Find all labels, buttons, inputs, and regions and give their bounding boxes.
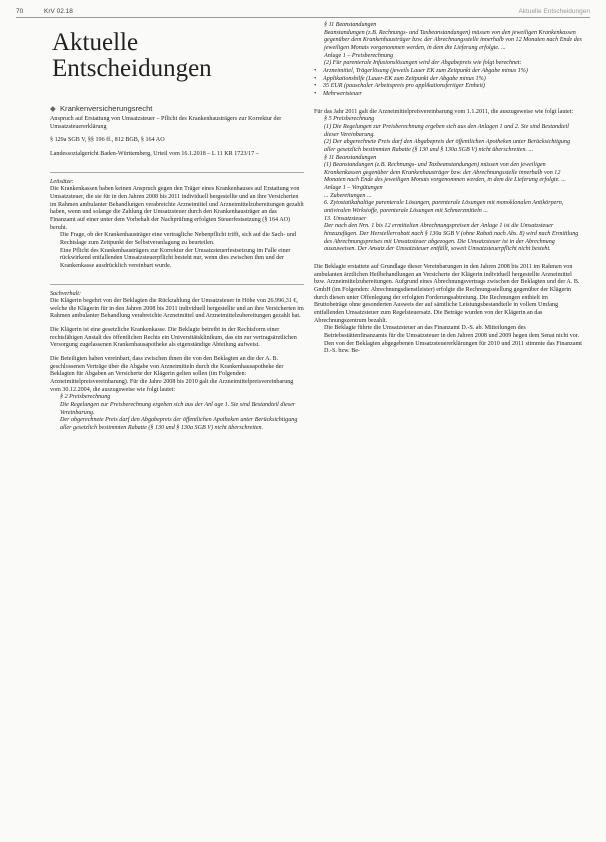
- page-title: [52, 30, 304, 82]
- left-column: [50, 22, 304, 433]
- quote-heading: Anlage 1 – Vergütungen: [324, 185, 383, 192]
- right-column: [314, 22, 582, 356]
- body-paragraph: Die Klägerin begehrt von der Beklagten die Rückzahlung der Umsatzsteuer in Höhe von 26.996,31 €, welche die Klägerin für in den Jahren 2008 bis 2011 individuell hergestellte und an ihre Versicherten im Rahmen ambulanter Behandlung verabreichte Arzneimittel und Arzneimittelzubereitungen gezahlt hat.: [50, 298, 304, 320]
- page-number: 70: [16, 8, 24, 15]
- quote-paragraph: Beanstandungen (z.B. Rechnungs- und Taxbeanstandungen) müssen von den jeweiligen Krankenkassen gegenüber dem Krankenhausträger bzw. der Abrechnungsstelle innerhalb von 12 Monaten nach Ende des jeweiligen Monats vorgenommen werden, in dem die Lieferung erfolgte. ...: [324, 29, 582, 51]
- section-name: Aktuelle Entscheidungen: [518, 8, 590, 15]
- quote-bullet: • 35 EUR (pauschaler Arbeitspreis pro applikationsfertiger Einheit): [314, 83, 582, 91]
- leitsatz-paragraph: Eine Pflicht des Krankenhausträgers zur Korrektur der Umsatzsteuerfestsetzung im Falle einer rückwirkend entfallenden Umsatzsteuerpflicht besteht nur, wenn dies zwischen ihm und der Krankenkasse ausdrücklich vereinbart wurde.: [60, 247, 291, 269]
- quote-bullet: • Arzneimittel, Trägerlösung (jeweils Lauer EK zum Zeitpunkt der Abgabe minus 1%): [314, 68, 582, 76]
- title-line-1: Aktuelle: [52, 29, 139, 56]
- case-subject: Anspruch auf Erstattung von Umsatzsteuer – Pflicht des Krankenhausträgers zur Korrektur der Umsatzsteuererklärung: [50, 116, 282, 130]
- quote-heading: 13. Umsatzsteuer: [324, 215, 367, 222]
- leitsatz-paragraph: Die Frage, ob der Krankenhausträger eine vertragliche Nebenpflicht trifft, sich auf die Sach- und Rechtslage zum Zeitpunkt der Selbstveranlagung zu beurteilen.: [60, 232, 296, 246]
- diamond-icon: ◆: [50, 104, 56, 113]
- leitsatz-label: Leitsätze:: [50, 178, 74, 185]
- quote-paragraph: ... Zubereitungen ...: [324, 192, 372, 199]
- category-label: Krankenversicherungsrecht: [59, 104, 153, 113]
- quote-heading: Anlage 1 – Preisberechnung: [324, 52, 394, 59]
- body-paragraph: Die Beklagte erstattete auf Grundlage dieser Vereinbarungen in den Jahren 2008 bis 2011 im Rahmen von ambulanten ärztlichen Heilbehandlungen an Versicherte der Klägerin individuell hergestellte Arzneimittel bzw. Arzneimittelzubereitungen. Aufgrund eines Abrechnungsvertrags zwischen der Beklagten und der A. B. GmbH (im Folgenden: Abrechnungsdienstleister) erfolgte die Rechnungsstellung gegenüber der Klägerin durch diesen unter Offenlegung der erfolgten Forderungsabtretung. Die Rechnungen enthielt im Bruttobeträge ohne gesonderten Ausweis der auf sämtliche Leistungsbestandteile in vollem Umfang entfallenden Umsatzsteuer zum Regelsteuersatz. Die Beträge wurden von der Klägerin an das Abrechnungszentrum bezahlt.: [314, 264, 580, 324]
- quote-paragraph: (1) Die Regelungen zur Preisberechnung ergeben sich aus den Anlagen 1 und 2. Sie sind Bestandteil dieser Vereinbarung.: [324, 123, 569, 138]
- quote-paragraph: (1) Beanstandungen (z.B. Rechnungs- und Taxbeanstandungen) müssen von den jeweiligen Krankenkassen gegenüber dem Krankenhausträger bzw. der Abrechnungsstelle innerhalb von 12 Monaten nach Ende des jeweiligen Monats vorgenommen werden, in dem die Lieferung erfolgte. ...: [324, 162, 566, 184]
- quote-heading: § 11 Beanstandungen: [324, 22, 377, 28]
- body-paragraph: Die Beteiligten haben vereinbart, dass zwischen ihnen die von den Beklagten an die der A. B. geschlossenen Verträge über die Abgabe von Arzneimitteln durch die Krankenhausapotheke der Beklagten für Abgaben an Versicherte der Klägerin gelten sollen (im Folgenden: Arzneimittelpreisvereinbarung). Für die Jahre 2008 bis 2010 galt die Arzneimittelpreisvereinbarung vom 30.12.2004, die auszugsweise wie folgt lautet:: [50, 356, 294, 393]
- title-line-2: Entscheidungen: [52, 55, 212, 82]
- body-paragraph: Die Klägerin ist eine gesetzliche Krankenkasse. Die Beklagte betreibt in der Rechtsform einer rechtsfähigen Anstalt des öffentlichen Rechts ein Universitätsklinikum, das ein zur vertragsärztlichen Versorgung zugelassenen Krankenhausapotheke als eigenständige Abteilung aufweist.: [50, 327, 297, 349]
- quote-heading: § 5 Preisberechnung: [324, 116, 375, 123]
- quote-paragraph: 6. Zytostatikahaltige parenterale Lösungen, parenterale Lösungen mit monoklonalen Antikörpern, antiviralen Wirkstoffe, parenterale Lösungen mit Schmerzmitteln ...: [324, 200, 564, 215]
- sachverhalt-label: Sachverhalt:: [50, 290, 82, 297]
- header-rule: [16, 17, 590, 18]
- section-divider: [50, 284, 304, 285]
- quote-bullet: • Applikationshilfe (Lauer-EK zum Zeitpunkt der Abgabe minus 1%): [314, 76, 582, 84]
- quote-bullet: • Mehrwertsteuer: [314, 91, 582, 99]
- quote-paragraph: Der abgerechnete Preis darf den Abgabepreis der öffentlichen Apotheken unter Berücksichtigung aller gesetzlich bestimmten Rabatte (§ 130 und § 130a SGB V) nicht überschreiten.: [60, 417, 298, 431]
- body-paragraph: Die Beklagte führte die Umsatzsteuer an das Finanzamt D.-S. ab. Mitteilungen des Betriebsstättenfinanzamts für die Umsatzsteuer in den Jahren 2008 und 2009 hegen dem Senat nicht vor. Den von der Beklagten abgegebenen Umsatzsteuererklärungen für 2010 und 2011 stimmte das Finanzamt D.-S. bzw. Be-: [324, 325, 583, 355]
- leitsatz-paragraph: Die Krankenkassen haben keinen Anspruch gegen den Träger eines Krankenhauses auf Erstattung von Umsatzsteuer, die sie für in den Jahren 2008 bis 2011 individuell hergestellte und an ihre Versicherten im Rahmen ambulanter Behandlungen verabreichte Arzneimittel und Arzneimittelzubereitungen gezahlt haben, wenn und solange die Zahlung der Umsatzsteuer durch den Krankenhausträger an das Finanzamt auf einer unter dem Vorbehalt der Nachprüfung erfolgten Steuerfestsetzung (§ 164 AO) beruht.: [50, 186, 304, 231]
- category-heading: [50, 104, 304, 113]
- case-norms: § 129a SGB V, §§ 196 ff., 812 BGB, § 164 AO: [50, 137, 165, 144]
- section-divider: [50, 172, 304, 173]
- journal-issue: KrV 02.18: [44, 8, 73, 15]
- court-citation: Landessozialgericht Baden-Württemberg, Urteil vom 16.1.2018 – L 11 KR 1723/17 –: [50, 150, 259, 157]
- body-paragraph: Für das Jahr 2011 galt die Arzneimittelpreisvereinbarung vom 1.1.2011, die auszugsweise wie folgt lautet:: [314, 108, 574, 115]
- quote-paragraph: Der nach den Nrn. 1 bis 12 ermittelten Abrechnungspreisen der Anlage 1 ist die Umsatzsteuer hinzuzufügen. Der Herstellerrabatt nach § 130a SGB V (ohne Rabatt nach Abs. 8) wird nach Ermittlung des Abrechnungspreises mit Umsatzsteuer abgezogen. Die Umsatzsteuer ist in der Abrechnung auszuweisen. Der Ansatz der Umsatzsteuer entfällt, soweit Umsatzsteuerpflicht nicht besteht.: [324, 223, 579, 253]
- quote-heading: § 2 Preisberechnung: [60, 394, 111, 401]
- quote-heading: § 11 Beanstandungen: [324, 154, 377, 161]
- quote-paragraph: (2) Für parenterale Infusionslösungen wird der Abgabepreis wie folgt berechnet:: [324, 60, 522, 67]
- quote-paragraph: Die Regelungen zur Preisberechnung ergeben sich aus der Anl age 1. Sie sind Bestandteil dieser Vereinbarung.: [60, 402, 296, 416]
- quote-paragraph: (2) Der abgerechnete Preis darf den Abgabepreis der öffentlichen Apotheken unter Berücksichtigung aller gesetzlich bestimmten Rabatte (§ 130 und § 130a SGB V) nicht überschreiten. ...: [324, 139, 570, 153]
